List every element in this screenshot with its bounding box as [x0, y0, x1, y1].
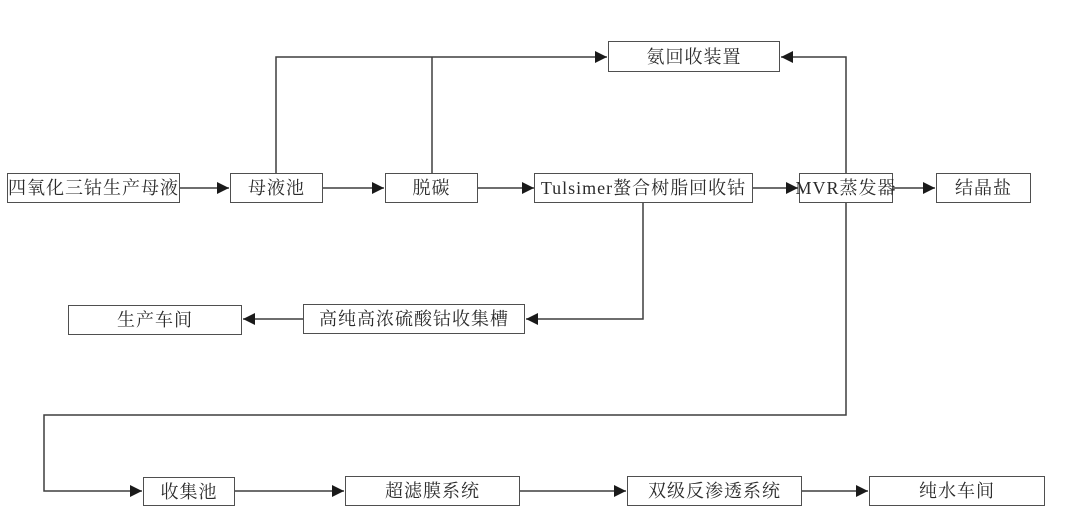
node-double-ro-system: 双级反渗透系统: [627, 476, 802, 506]
node-tulsimer-resin-cobalt-recovery: Tulsimer螯合树脂回收钴: [534, 173, 753, 203]
node-ammonia-recovery-unit: 氨回收装置: [608, 41, 780, 72]
node-cobalt-sulfate-collection-tank: 高纯高浓硫酸钴收集槽: [303, 304, 525, 334]
node-crystal-salt: 结晶盐: [936, 173, 1031, 203]
node-ultrafiltration-system: 超滤膜系统: [345, 476, 520, 506]
node-mother-liquor-pool: 母液池: [230, 173, 323, 203]
node-co3o4-mother-liquor: 四氧化三钴生产母液: [7, 173, 180, 203]
node-decarbonization: 脱碳: [385, 173, 478, 203]
edge-mvr-to-collection-pool: [44, 203, 846, 491]
edge-mvr-to-ammonia-recovery: [781, 57, 846, 173]
node-production-workshop: 生产车间: [68, 305, 242, 335]
node-collection-pool: 收集池: [143, 477, 235, 506]
edge-tulsimer-to-cobalt-sulfate-tank: [526, 203, 643, 319]
node-pure-water-workshop: 纯水车间: [869, 476, 1045, 506]
node-mvr-evaporator: MVR蒸发器: [799, 173, 893, 203]
edge-mother-liquor-pool-to-ammonia-recovery: [276, 57, 607, 173]
